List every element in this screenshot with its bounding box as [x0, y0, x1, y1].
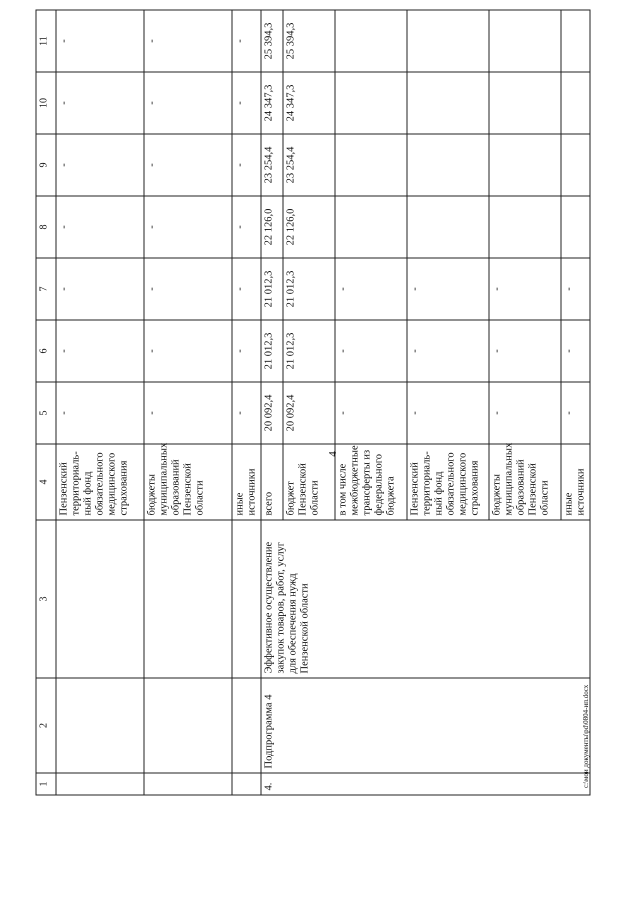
rotated-table-container	[36, 11, 616, 796]
value-cell: -	[232, 258, 261, 320]
value-cell: -	[144, 134, 232, 196]
value-cell	[335, 10, 407, 72]
value-cell	[407, 10, 489, 72]
value-cell: -	[56, 10, 144, 72]
funding-source: бюджеты муниципальных образований Пензенской области	[489, 444, 561, 520]
value-cell: 20 092,4	[261, 382, 283, 444]
value-cell: -	[232, 72, 261, 134]
value-cell: -	[56, 382, 144, 444]
value-cell: -	[232, 196, 261, 258]
column-number: 1	[36, 773, 56, 795]
value-cell: 25 394,3	[283, 10, 335, 72]
value-cell: 21 012,3	[283, 258, 335, 320]
value-cell	[489, 134, 561, 196]
value-cell	[561, 134, 590, 196]
value-cell: -	[144, 196, 232, 258]
value-cell: -	[144, 258, 232, 320]
document-path: c:\мои документы\pd\0804-ип.docx	[582, 684, 590, 788]
value-cell: 22 126,0	[261, 196, 283, 258]
value-cell: -	[232, 10, 261, 72]
table-row	[144, 10, 232, 795]
value-cell: -	[489, 320, 561, 382]
value-cell: -	[144, 382, 232, 444]
program-name-cell	[144, 678, 232, 773]
table-row	[56, 10, 144, 795]
column-number: 5	[36, 382, 56, 444]
value-cell: -	[561, 382, 590, 444]
value-cell: -	[144, 72, 232, 134]
value-cell: -	[56, 258, 144, 320]
value-cell	[407, 72, 489, 134]
value-cell: 20 092,4	[283, 382, 335, 444]
column-number: 8	[36, 196, 56, 258]
value-cell	[335, 134, 407, 196]
value-cell: -	[407, 258, 489, 320]
value-cell: -	[407, 320, 489, 382]
value-cell: -	[232, 320, 261, 382]
value-cell	[335, 72, 407, 134]
column-number: 9	[36, 134, 56, 196]
value-cell	[561, 196, 590, 258]
value-cell	[489, 196, 561, 258]
value-cell: 21 012,3	[261, 320, 283, 382]
value-cell	[489, 72, 561, 134]
subprogram-number: 4.	[261, 773, 590, 795]
value-cell: -	[56, 320, 144, 382]
description-cell	[56, 520, 144, 678]
value-cell	[335, 196, 407, 258]
value-cell: -	[232, 382, 261, 444]
value-cell: 24 347,3	[261, 72, 283, 134]
column-number-row	[36, 10, 56, 795]
value-cell	[561, 10, 590, 72]
value-cell: -	[144, 10, 232, 72]
value-cell: -	[561, 320, 590, 382]
value-cell: -	[489, 382, 561, 444]
value-cell	[561, 72, 590, 134]
table-row	[232, 10, 261, 795]
table-row	[261, 10, 283, 795]
column-number: 7	[36, 258, 56, 320]
value-cell: -	[144, 320, 232, 382]
subprogram-name: Подпрограмма 4	[261, 678, 590, 773]
funding-source: Пензенский территориаль-ный фонд обязательного медицинского страхования	[56, 444, 144, 520]
column-number: 11	[36, 10, 56, 72]
funding-source: иные источники	[232, 444, 261, 520]
funding-source: иные источники	[561, 444, 590, 520]
funding-source: Пензенский территориаль-ный фонд обязательного медицинского страхования	[407, 444, 489, 520]
value-cell: -	[335, 320, 407, 382]
description-cell	[232, 520, 261, 678]
value-cell: 25 394,3	[261, 10, 283, 72]
value-cell: 21 012,3	[261, 258, 283, 320]
value-cell: -	[489, 258, 561, 320]
value-cell: -	[335, 258, 407, 320]
number-cell	[232, 773, 261, 795]
funding-source: всего	[261, 444, 283, 520]
number-cell	[56, 773, 144, 795]
budget-table	[36, 10, 591, 796]
program-name-cell	[232, 678, 261, 773]
value-cell: -	[232, 134, 261, 196]
column-number: 6	[36, 320, 56, 382]
funding-source: бюджеты муниципальных образований Пензенской области	[144, 444, 232, 520]
value-cell: -	[335, 382, 407, 444]
value-cell	[407, 134, 489, 196]
value-cell: 21 012,3	[283, 320, 335, 382]
number-cell	[144, 773, 232, 795]
value-cell: 24 347,3	[283, 72, 335, 134]
column-number: 2	[36, 678, 56, 773]
value-cell	[407, 196, 489, 258]
funding-source: в том числе межбюджетные трансферты из федерального бюджета	[335, 444, 407, 520]
value-cell: 22 126,0	[283, 196, 335, 258]
value-cell: 23 254,4	[283, 134, 335, 196]
value-cell: -	[561, 258, 590, 320]
column-number: 10	[36, 72, 56, 134]
subprogram-description: Эффективное осуществление закупок товаров, работ, услуг для обеспечения нужд Пензенской области	[261, 520, 590, 678]
value-cell: -	[407, 382, 489, 444]
column-number: 4	[36, 444, 56, 520]
value-cell: -	[56, 196, 144, 258]
value-cell: -	[56, 134, 144, 196]
value-cell: -	[56, 72, 144, 134]
program-name-cell	[56, 678, 144, 773]
value-cell: 23 254,4	[261, 134, 283, 196]
value-cell	[489, 10, 561, 72]
page-number: 4	[327, 451, 339, 457]
column-number: 3	[36, 520, 56, 678]
description-cell	[144, 520, 232, 678]
funding-source: бюджет Пензенской области	[283, 444, 335, 520]
